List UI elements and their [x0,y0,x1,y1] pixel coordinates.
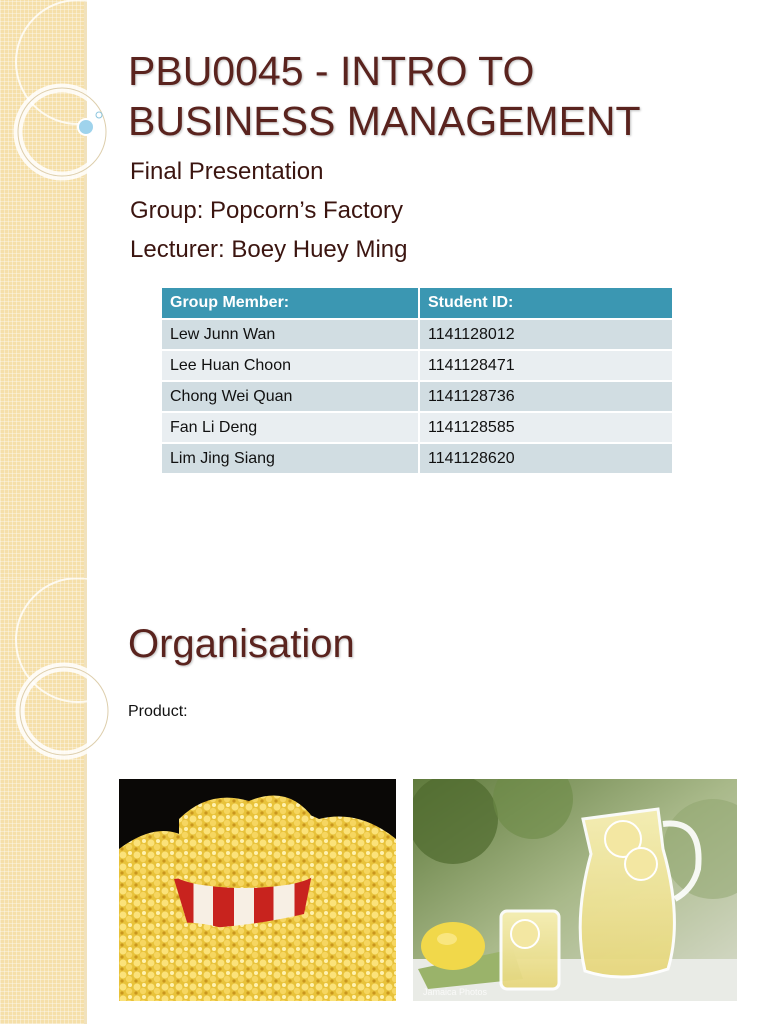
table-row [162,381,673,412]
student-id: 1141128012 [419,319,673,350]
member-name: Lew Junn Wan [162,319,419,350]
column-header-member: Group Member: [162,288,419,319]
member-name: Lee Huan Choon [162,350,419,381]
student-id: 1141128471 [419,350,673,381]
table-header-row [162,288,673,319]
member-name: Chong Wei Quan [162,381,419,412]
table-row [162,319,673,350]
group-members-table [162,288,674,473]
column-header-student-id: Student ID: [419,288,673,319]
table-row [162,443,673,473]
image-watermark: Jamaica Photos [423,987,488,997]
student-id: 1141128620 [419,443,673,473]
decorative-rings [0,0,140,578]
lecturer-name: Lecturer: Boey Huey Ming [130,236,408,263]
lemonade-image [413,779,737,1001]
table-row [162,350,673,381]
table-row [162,412,673,443]
presentation-title: PBU0045 - INTRO TO BUSINESS MANAGEMENT [128,48,641,144]
subtitle: Final Presentation [130,158,324,185]
slide-organisation [0,578,768,1024]
member-name: Lim Jing Siang [162,443,419,473]
member-name: Fan Li Deng [162,412,419,443]
popcorn-image [119,779,396,1001]
student-id: 1141128736 [419,381,673,412]
group-name: Group: Popcorn’s Factory [130,197,404,224]
student-id: 1141128585 [419,412,673,443]
section-heading: Organisation [128,622,355,666]
product-label: Product: [128,703,188,720]
